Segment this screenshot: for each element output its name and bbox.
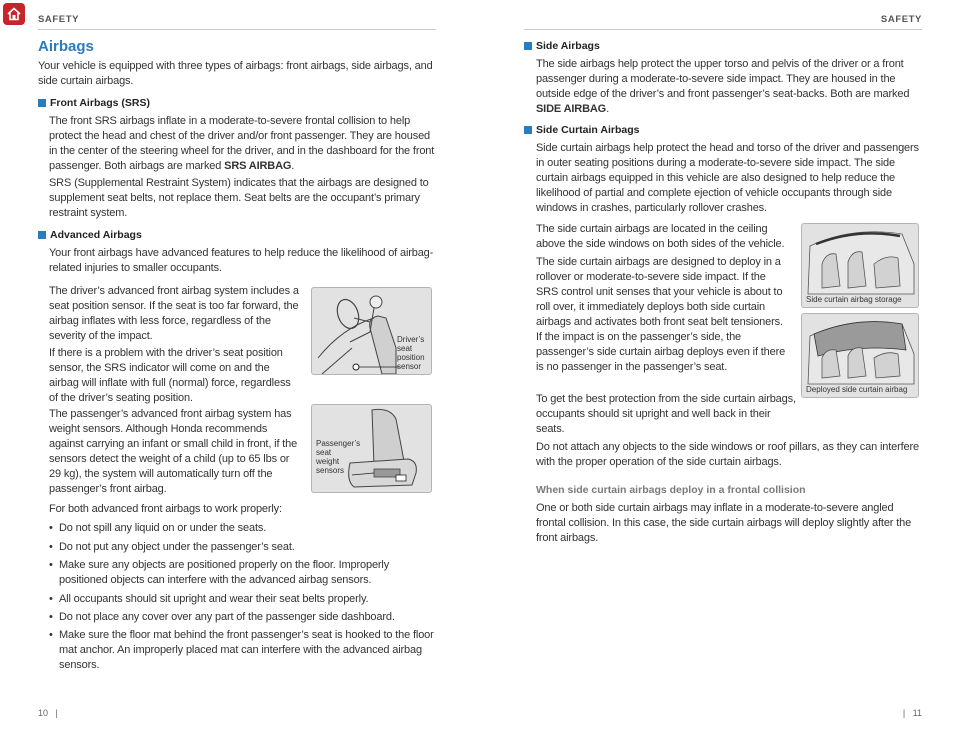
page-number-text: 10 xyxy=(38,708,49,718)
passenger-seat-sensor-label: Passenger’s seat weight sensors xyxy=(316,439,361,475)
page-number: | 11 xyxy=(902,708,922,718)
section-title: Airbags xyxy=(38,38,94,55)
bullet-dot: • xyxy=(49,559,53,571)
bullet-dot: • xyxy=(49,522,53,534)
frontal-collision-heading: When side curtain airbags deploy in a frontal collision xyxy=(536,484,806,496)
list-item xyxy=(49,521,437,536)
bullet-text: Do not place any cover over any part of the passenger side dashboard. xyxy=(59,611,395,623)
side-airbags-heading-text: Side Airbags xyxy=(536,40,600,52)
right-page xyxy=(480,0,960,738)
list-item xyxy=(49,558,437,588)
side-curtain-p5: Do not attach any objects to the side windows or roof pillars, as they can interfere with the proper operation of the side curtain airbags. xyxy=(536,441,919,468)
side-curtain-p4: To get the best protection from the side curtain airbags, occupants should sit upright and well back in their seats. xyxy=(536,393,796,435)
side-p1a: The side airbags help protect the upper torso and pelvis of the driver or a front passenger during a moderate-to-severe side impact. They are housed in the outside edge of the driver’s and front passenger’s seat-backs. Both are marked xyxy=(536,58,910,100)
page-header: SAFETY xyxy=(880,14,922,25)
heading-square-icon xyxy=(524,42,532,50)
advanced-p4: The passenger’s advanced front airbag system has weight sensors. Although Honda recommends against carrying an infant or small child in front, if the sensors detect the weight of a child (up to 65 lbs or 29 kg), the system will automatically turn off the passenger’s front airbag. xyxy=(49,408,298,495)
side-curtain-heading xyxy=(524,124,639,136)
bullet-text: Make sure the floor mat behind the front passenger’s seat is hooked to the floor mat anchor. An improperly placed mat can interfere with the advanced airbag sensors. xyxy=(59,629,434,671)
header-divider xyxy=(524,29,922,30)
side-curtain-p1: Side curtain airbags help protect the head and torso of the driver and passengers in outer seating positions during a moderate-to-severe side impact. The side curtain airbags equipped in this vehicle are also designed to help reduce the likelihood of partial and complete ejection of vehicle occupants through side windows in crashes, particularly rollover crashes. xyxy=(536,142,919,214)
curtain-deployed-caption: Deployed side curtain airbag xyxy=(806,385,908,394)
page-number: 10 | xyxy=(38,708,58,718)
advanced-airbags-heading xyxy=(38,229,142,241)
srs-paragraph: SRS (Supplemental Restraint System) indicates that the airbags are designed to supplement seat belts, not replace them. Seat belts are the occupant’s primary restraint system. xyxy=(49,177,429,219)
advanced-p3: If there is a problem with the driver’s seat position sensor, the SRS indicator will come on and the airbag will inflate with full (normal) force, regardless of the driver’s seating position. xyxy=(49,347,291,404)
list-item xyxy=(49,592,437,607)
side-airbag-label: SIDE AIRBAG xyxy=(536,103,607,115)
side-curtain-heading-text: Side Curtain Airbags xyxy=(536,124,640,136)
intro-text: Your vehicle is equipped with three types of airbags: front airbags, side airbags, and side curtain airbags. xyxy=(38,60,433,87)
bullet-dot: • xyxy=(49,629,53,641)
side-airbags-heading xyxy=(524,40,600,52)
passenger-seat-sensor-figure xyxy=(311,404,432,493)
heading-square-icon xyxy=(38,231,46,239)
front-airbags-heading xyxy=(38,97,150,109)
advanced-p1: Your front airbags have advanced features to help reduce the likelihood of airbag-related injuries to smaller occupants. xyxy=(49,247,434,274)
side-p1c: . xyxy=(606,103,609,115)
curtain-storage-caption: Side curtain airbag storage xyxy=(806,295,902,304)
list-item xyxy=(49,610,437,625)
side-curtain-p2: The side curtain airbags are located in the ceiling above the side windows on both sides of the vehicle. xyxy=(536,223,785,250)
page-header: SAFETY xyxy=(38,14,80,25)
driver-seat-sensor-figure xyxy=(311,287,432,375)
frontal-collision-paragraph: One or both side curtain airbags may inflate in a moderate-to-severe angled frontal collision. In this case, the side curtain airbags will deploy slightly after the front airbags. xyxy=(536,502,912,544)
bullet-dot: • xyxy=(49,593,53,605)
bullet-text: Make sure any objects are positioned properly on the floor. Improperly positioned objects can interfere with the advanced airbag sensors. xyxy=(59,559,390,586)
front-p1a: The front SRS airbags inflate in a moderate-to-severe frontal collision to help protect the head and chest of the driver and/or front passenger. They are housed in the center of the steering wheel for the driver, and in the dashboard for the front passenger. Both airbags are marked xyxy=(49,115,435,172)
page-number-text: 11 xyxy=(912,708,922,718)
srs-airbag-label: SRS AIRBAG xyxy=(224,160,292,172)
advanced-p5: For both advanced front airbags to work properly: xyxy=(49,503,282,515)
front-p1c: . xyxy=(291,160,295,172)
side-curtain-p3: The side curtain airbags are designed to deploy in a rollover or moderate-to-severe side impact. If the SRS control unit senses that your vehicle is about to roll over, it immediately deploys both side curtain airbags and activates both front seat belt tensioners. If the impact is on the passenger’s side, the passenger’s side curtain airbag deploys even if there is no passenger in the passenger’s seat. xyxy=(536,256,786,373)
curtain-storage-figure xyxy=(801,223,919,308)
bullet-dot: • xyxy=(49,611,53,623)
heading-square-icon xyxy=(38,99,46,107)
bullet-text: Do not spill any liquid on or under the seats. xyxy=(59,522,267,534)
heading-square-icon xyxy=(524,126,532,134)
bullet-dot: • xyxy=(49,541,53,553)
bullet-text: Do not put any object under the passenger’s seat. xyxy=(59,541,295,553)
header-divider xyxy=(38,29,436,30)
front-airbags-paragraph xyxy=(49,114,437,174)
home-icon[interactable] xyxy=(3,3,25,25)
front-airbags-heading-text: Front Airbags (SRS) xyxy=(50,97,150,109)
list-item xyxy=(49,628,437,673)
bullet-text: All occupants should sit upright and wear their seat belts properly. xyxy=(59,593,369,605)
side-airbags-paragraph xyxy=(536,57,920,117)
driver-seat-sensor-label: Driver’s seat position sensor xyxy=(397,335,425,371)
advanced-airbags-heading-text: Advanced Airbags xyxy=(50,229,142,241)
list-item xyxy=(49,540,437,555)
advanced-p2: The driver’s advanced front airbag system includes a seat position sensor. If the seat is too far forward, the airbag inflates with less force, regardless of the severity of the impact. xyxy=(49,285,299,342)
curtain-deployed-figure xyxy=(801,313,919,398)
